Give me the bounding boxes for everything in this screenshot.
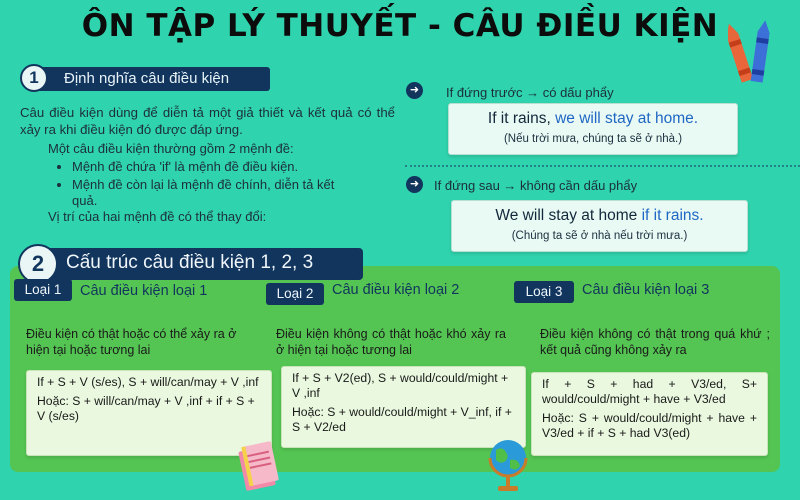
example1-translation: (Nếu trời mưa, chúng ta sẽ ở nhà.): [503, 133, 683, 145]
section1-heading: Định nghĩa câu điều kiện: [64, 70, 230, 87]
type2-formula-alt: Hoặc: S + would/could/might + V_inf, if + S + V2/ed: [292, 405, 512, 434]
section1-number: 1: [20, 64, 48, 92]
type1-tag: Loại 1: [14, 279, 72, 301]
section2-header: [18, 244, 363, 282]
type3-formula-alt: Hoặc: S + would/could/might + have + V3/ed + if + S + had V3(ed): [542, 411, 757, 440]
type1-description: Điều kiện có thật hoặc có thể xảy ra ở hiện tại hoặc tương lai: [26, 327, 237, 357]
list-item: • Mệnh đề còn lại là mệnh đề chính, diễn tả kết quả.: [72, 177, 362, 209]
globe-icon: [486, 436, 532, 496]
divider: [405, 165, 800, 167]
section2-heading: Cấu trúc câu điều kiện 1, 2, 3: [66, 252, 314, 273]
crayons-icon: [728, 18, 774, 90]
example1-box: [448, 103, 738, 155]
type2-tag: Loại 2: [266, 283, 324, 305]
clauses-list: [72, 159, 362, 211]
type3-formula: If + S + had + V3/ed, S+ would/could/might + have + V3/ed: [542, 377, 757, 406]
type3-tag: Loại 3: [514, 281, 574, 303]
example2-translation: (Chúng ta sẽ ở nhà nếu trời mưa.): [511, 230, 688, 242]
example2-rule: If đứng sau → không cần dấu phẩy: [434, 178, 638, 193]
type3-formula-box: [531, 372, 768, 456]
example2-box: [451, 200, 748, 252]
type1-formula: If + S + V (s/es), S + will/can/may + V ,inf: [37, 375, 259, 389]
example1-sentence: If it rains, we will stay at home.: [487, 110, 699, 127]
section2-number: 2: [18, 244, 58, 284]
example2-sentence: We will stay at home if it rains.: [495, 207, 704, 224]
type2-title: Câu điều kiện loại 2: [332, 282, 460, 298]
clauses-intro: Một câu điều kiện thường gồm 2 mệnh đề:: [48, 141, 294, 156]
type1-title: Câu điều kiện loại 1: [80, 283, 208, 299]
page-title: ÔN TẬP LÝ THUYẾT - CÂU ĐIỀU KIỆN: [81, 8, 719, 44]
section1-header: [20, 64, 270, 92]
type3-title: Câu điều kiện loại 3: [582, 282, 710, 298]
notebooks-icon: [232, 440, 286, 496]
position-note: Vị trí của hai mệnh đề có thể thay đổi:: [48, 209, 267, 224]
arrow-right-circle-icon: ➜: [406, 82, 423, 99]
example1-rule: If đứng trước → có dấu phẩy: [446, 85, 614, 100]
type3-description: Điều kiện không có thật trong quá khứ ; kết quả cũng không xảy ra: [540, 327, 770, 357]
list-item: • Mệnh đề chứa 'if' là mệnh đề điều kiện.: [72, 159, 362, 175]
type2-description: Điều kiện không có thật hoặc khó xảy ra ở hiện tại hoặc tương lai: [276, 327, 506, 357]
arrow-right-circle-icon: ➜: [406, 176, 423, 193]
type1-formula-alt: Hoặc: S + will/can/may + V ,inf + if + S + V (s/es): [37, 394, 255, 423]
type2-formula: If + S + V2(ed), S + would/could/might + V ,inf: [292, 371, 509, 400]
definition-text: Câu điều kiện dùng để diễn tả một giả thiết và kết quả có thể xảy ra khi điều kiện đó được đáp ứng.: [20, 105, 395, 137]
